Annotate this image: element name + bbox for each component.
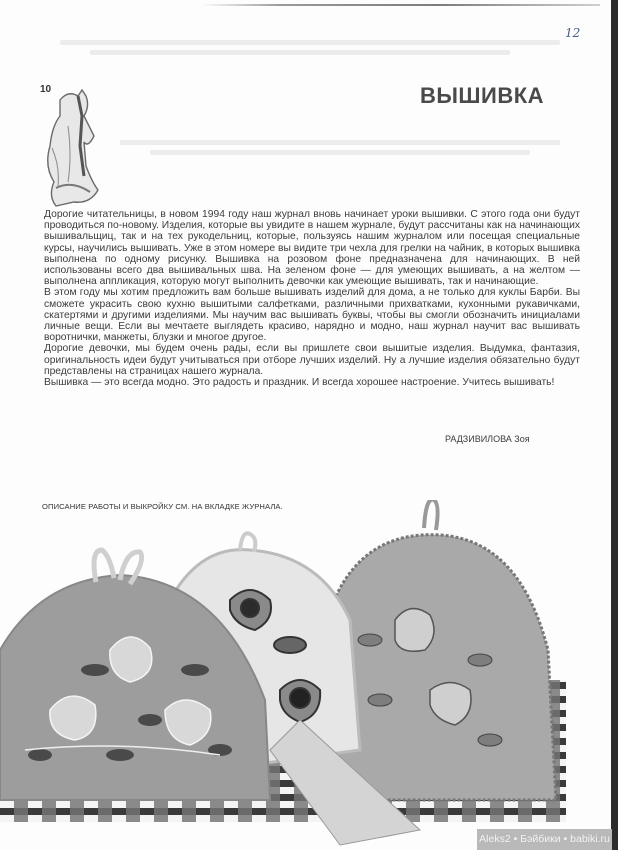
bleed-through (150, 150, 530, 155)
page-title: ВЫШИВКА (420, 83, 545, 108)
scan-right-edge (611, 0, 618, 850)
article-paragraph: Дорогие девочки, мы будем очень рады, если вы пришлете свои вышитые изделия. Выдумка, фантазия, оригинальность идеи будут учитываться при отборе лучших изделий. Ну а лучшие изделия обязательно будут представлены на страницах нашего журнала. (44, 343, 580, 377)
article-paragraph: В этом году мы хотим предложить вам больше вышивать изделий для дома, а не только для куклы Барби. Вы сможете украсить свою кухню вышитыми салфетками, различными прихватками, кухонными рукавичками, скатертями и другими изделиями. Мы научим вас вышивать буквы, чтобы вы смогли обозначить инициалами личные вещи. Если вы мечтаете выглядеть красиво, нарядно и модно, наш журнал научит вас вышивать воротнички, манжеты, блузки и многое другое. (44, 287, 580, 344)
photo-caption: ОПИСАНИЕ РАБОТЫ И ВЫКРОЙКУ СМ. НА ВКЛАДКЕ ЖУРНАЛА. (42, 502, 283, 511)
author-byline: РАДЗИВИЛОВА Зоя (445, 434, 530, 444)
issue-number: 10 (40, 84, 52, 95)
article-paragraph: Вышивка — это всегда модно. Это радость и праздник. И всегда хорошее настроение. Учитесь вышивать! (44, 377, 555, 389)
tea-cozies-photo (0, 500, 612, 850)
handwritten-page-number: 12 (565, 26, 581, 40)
sketch-figure-icon (38, 86, 102, 208)
bleed-through (90, 50, 510, 55)
bleed-through (60, 40, 560, 45)
article-body (44, 209, 580, 388)
article-paragraph: Дорогие читательницы, в новом 1994 году наш журнал вновь начинает уроки вышивки. С этого года они будут проводиться по-новому. Изделия, которые вы увидите в нашем журнале, будут рассчитаны как на начинающих вышивальщиц, так и на тех рукодельниц, которые, пользуясь нашим журналом или посещая специальные курсы, научились вышивать. Уже в этом номере вы видите три чехла для грелки на чайник, в которых вышивка выполнена по одному рисунку. Вышивка на розовом фоне предназначена для начинающих. В ней использованы всего два вышивальных шва. На зеленом фоне — для умеющих вышивать, а на желтом — выполнена аппликация, которую могут выполнить девочки как умеющие вышивать, так и начинающие. (44, 209, 580, 288)
bleed-through (120, 140, 560, 145)
scan-top-edge (200, 4, 600, 6)
watermark: Aleks2 • Бэйбики • babiki.ru (477, 829, 612, 850)
